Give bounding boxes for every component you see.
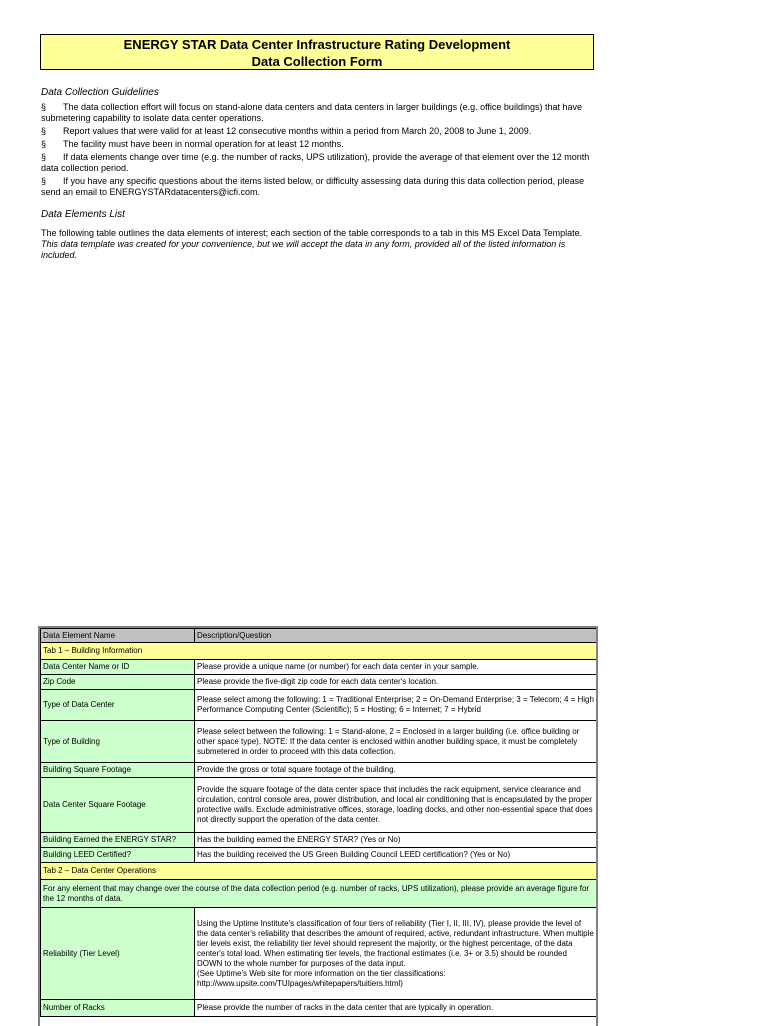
guideline-text: Report values that were valid for at least 12 consecutive months within a period from March 20, 2008 to June 1, 2009. [63,126,532,136]
guideline-item [41,102,601,124]
tab2-note: For any element that may change over the course of the data collection period (e.g. number of racks, UPS utilization), please provide an average figure for the 12 months of data. [41,880,597,908]
element-name: Type of Data Center [41,690,195,721]
guideline-item [41,139,601,150]
element-description: Provide the square footage of the data center space that includes the rack equipment, service clearance and circulation, control console area, power distribution, and local air conditioning that is encapsulated by the proper protective walls. Exclude administrative offices, storage, loading docks, and other non-essential space that does not directly support the operation of the data center. [195,778,597,833]
tab1-section-row [41,643,597,660]
element-description: Please select between the following: 1 = Stand-alone, 2 = Enclosed in a larger building (i.e. office building or other space type). NOTE: If the data center is enclosed within another building space, it must be completely submetered in order to proceed with this data collection. [195,721,597,763]
element-description: Please select among the following: 1 = Traditional Enterprise; 2 = On-Demand Enterprise; 3 = Telecom; 4 = High Performance Computing Center (Scientific); 5 = Hosting; 6 = Internet; 7 = Hybrid [195,690,597,721]
guideline-text: The data collection effort will focus on stand-alone data centers and data centers in larger buildings (e.g. office buildings) that have submetering capability to isolate data center operations. [41,102,582,123]
element-name: Building Earned the ENERGY STAR? [41,833,195,848]
element-description: Has the building earned the ENERGY STAR? (Yes or No) [195,833,597,848]
element-name: Building LEED Certified? [41,848,195,863]
bullet-symbol: § [41,176,47,186]
table-row [41,763,597,778]
bullet-symbol: § [41,126,47,136]
guidelines-list [41,102,601,200]
table-header-row [41,629,597,643]
table-row [41,660,597,675]
tab2-note-row [41,880,597,908]
element-description: Provide the gross or total square footage of the building. [195,763,597,778]
guideline-text: If you have any specific questions about the items listed below, or difficulty assessing data during this data collection period, please send an email to ENERGYSTARdatacenters@icfi.com. [41,176,585,197]
element-description: Please provide a unique name (or number) for each data center in your sample. [195,660,597,675]
guideline-text: If data elements change over time (e.g. the number of racks, UPS utilization), provide the average of that element over the 12 month data collection period. [41,152,590,173]
element-name: Data Center Square Footage [41,778,195,833]
elements-list-heading: Data Elements List [41,209,125,220]
form-subtitle: Data Collection Form [251,54,383,69]
element-name: Reliability (Tier Level) [41,908,195,1000]
tab2-section-row [41,863,597,880]
tab1-label: Tab 1 – Building Information [41,643,597,660]
table-row [41,675,597,690]
element-name: Number of Racks [41,1000,195,1017]
element-name: Type of Building [41,721,195,763]
column-header-name: Data Element Name [41,629,195,643]
bullet-symbol: § [41,102,47,112]
bullet-symbol: § [41,139,47,149]
tab2-label: Tab 2 – Data Center Operations [41,863,597,880]
table-row [41,690,597,721]
table-row [41,908,597,1000]
guideline-text: The facility must have been in normal operation for at least 12 months. [63,139,344,149]
guidelines-heading: Data Collection Guidelines [41,87,159,98]
element-name: Zip Code [41,675,195,690]
table-row [41,848,597,863]
guideline-item [41,152,601,174]
table-row [41,833,597,848]
element-description: Has the building received the US Green Building Council LEED certification? (Yes or No) [195,848,597,863]
intro-italic-text: This data template was created for your convenience, but we will accept the data in any form, provided all of the listed information is included. [41,239,566,260]
guideline-item [41,176,601,198]
column-header-description: Description/Question [195,629,597,643]
element-description: Using the Uptime Institute's classification of four tiers of reliability (Tier I, II, III, IV), please provide the level of the data center's reliability that describes the amount of required, active, redundant infrastructure. When multiple tier levels exist, the reliability tier level should represent the majority, or the highest percentage, of the data center's total load. When estimating tier levels, the fractional estimates (i.e. 3+ or 3.5) should be rounded DOWN to the whole number for purposes of the data input. (See Uptime's Web site for more information on the tier classifications: http://www.upsite.com/TUIpages/whitepapers/tuitiers.html) [195,908,597,1000]
element-name: Data Center Name or ID [41,660,195,675]
elements-list-intro [41,228,601,261]
table-row [41,1000,597,1017]
element-description: Please provide the number of racks in the data center that are typically in operation. [195,1000,597,1017]
bullet-symbol: § [41,152,47,162]
table-row [41,721,597,763]
element-description: Please provide the five-digit zip code for each data center's location. [195,675,597,690]
table-row [41,778,597,833]
guideline-item [41,126,601,137]
element-name: Building Square Footage [41,763,195,778]
intro-text: The following table outlines the data elements of interest; each section of the table corresponds to a tab in this MS Excel Data Template. [41,228,583,238]
form-title-box [40,34,594,70]
form-title: ENERGY STAR Data Center Infrastructure Rating Development [123,37,511,52]
data-elements-table [40,628,597,1017]
